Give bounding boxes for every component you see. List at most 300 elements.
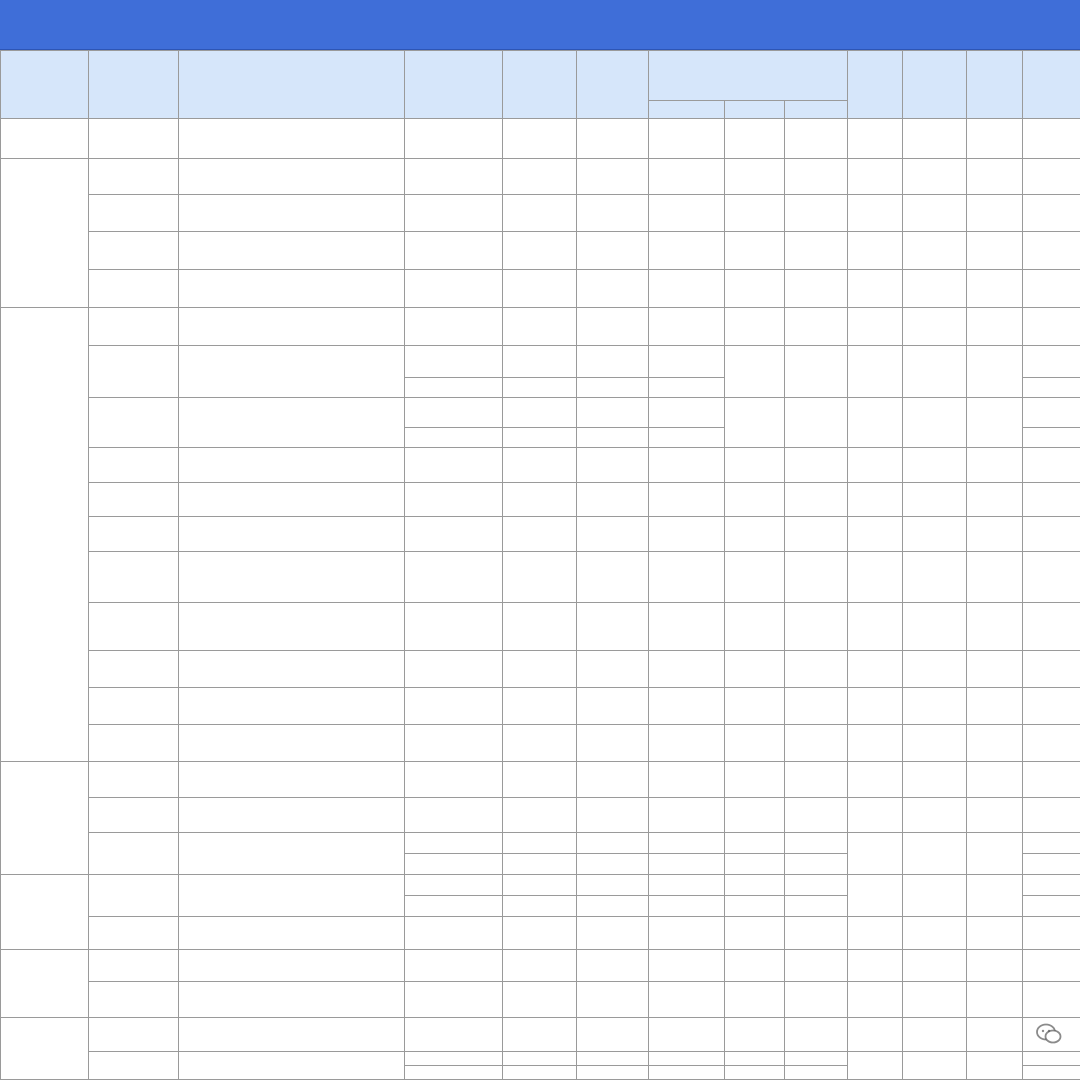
cell-term	[1023, 833, 1080, 854]
cell-green	[785, 651, 848, 688]
cell-deposit	[903, 483, 967, 517]
cell-area-mu	[577, 195, 649, 232]
cell-density	[725, 1052, 785, 1066]
cell-far	[649, 1052, 725, 1066]
cell-density	[725, 119, 785, 159]
table-row	[1, 119, 1080, 159]
cell-code	[89, 688, 179, 725]
cell-start-price	[848, 603, 903, 651]
cell-location	[179, 688, 405, 725]
cell-term	[1023, 688, 1080, 725]
cell-term	[1023, 232, 1080, 270]
cell-location	[179, 982, 405, 1018]
cell-term	[1023, 1052, 1080, 1066]
cell-deposit	[903, 1018, 967, 1052]
cell-deposit	[903, 982, 967, 1018]
table-row	[1, 346, 1080, 378]
cell-green	[785, 159, 848, 195]
cell-area-mu	[577, 603, 649, 651]
header-location	[179, 51, 405, 119]
cell-area-mu	[577, 833, 649, 854]
cell-usage	[405, 725, 503, 762]
cell-term	[1023, 982, 1080, 1018]
cell-density	[725, 688, 785, 725]
cell-term	[1023, 195, 1080, 232]
cell-area-mu	[577, 552, 649, 603]
cell-code	[89, 346, 179, 398]
cell-area-m2	[503, 833, 577, 854]
cell-far	[649, 854, 725, 875]
cell-density	[725, 483, 785, 517]
header-deposit	[903, 51, 967, 119]
cell-green	[785, 1066, 848, 1080]
cell-usage	[405, 875, 503, 896]
cell-start-price	[848, 119, 903, 159]
cell-code	[89, 398, 179, 448]
cell-date	[1, 159, 89, 308]
cell-far	[649, 875, 725, 896]
cell-date	[1, 308, 89, 762]
cell-area-m2	[503, 428, 577, 448]
cell-deposit	[903, 762, 967, 798]
cell-start-price	[848, 950, 903, 982]
cell-increment	[967, 651, 1023, 688]
table-row	[1, 798, 1080, 833]
cell-density	[725, 517, 785, 552]
cell-usage	[405, 798, 503, 833]
cell-green	[785, 1052, 848, 1066]
cell-start-price	[848, 1018, 903, 1052]
cell-far	[649, 346, 725, 378]
cell-start-price	[848, 688, 903, 725]
cell-increment	[967, 950, 1023, 982]
cell-usage	[405, 833, 503, 854]
cell-green	[785, 270, 848, 308]
cell-usage	[405, 378, 503, 398]
cell-density	[725, 398, 785, 448]
cell-start-price	[848, 448, 903, 483]
header-row	[1, 51, 1080, 101]
cell-area-m2	[503, 398, 577, 428]
cell-deposit	[903, 1052, 967, 1080]
cell-area-m2	[503, 270, 577, 308]
cell-start-price	[848, 195, 903, 232]
table-row	[1, 762, 1080, 798]
cell-increment	[967, 270, 1023, 308]
cell-increment	[967, 552, 1023, 603]
table-body	[1, 119, 1080, 1080]
cell-area-m2	[503, 119, 577, 159]
cell-density	[725, 232, 785, 270]
cell-area-m2	[503, 483, 577, 517]
cell-area-m2	[503, 1066, 577, 1080]
cell-usage	[405, 308, 503, 346]
cell-deposit	[903, 917, 967, 950]
cell-green	[785, 603, 848, 651]
cell-location	[179, 346, 405, 398]
cell-location	[179, 875, 405, 917]
cell-term	[1023, 270, 1080, 308]
cell-green	[785, 346, 848, 398]
cell-location	[179, 798, 405, 833]
cell-code	[89, 159, 179, 195]
cell-term	[1023, 119, 1080, 159]
cell-usage	[405, 854, 503, 875]
cell-location	[179, 270, 405, 308]
cell-usage	[405, 762, 503, 798]
cell-increment	[967, 982, 1023, 1018]
cell-area-mu	[577, 1052, 649, 1066]
header-area-mu	[577, 51, 649, 119]
cell-start-price	[848, 875, 903, 917]
cell-green	[785, 448, 848, 483]
cell-term	[1023, 1018, 1080, 1052]
cell-start-price	[848, 1052, 903, 1080]
cell-far	[649, 896, 725, 917]
cell-far	[649, 603, 725, 651]
cell-far	[649, 917, 725, 950]
cell-deposit	[903, 270, 967, 308]
cell-far	[649, 378, 725, 398]
cell-far	[649, 517, 725, 552]
cell-green	[785, 119, 848, 159]
cell-start-price	[848, 308, 903, 346]
cell-term	[1023, 398, 1080, 428]
cell-far	[649, 762, 725, 798]
cell-date	[1, 119, 89, 159]
cell-start-price	[848, 517, 903, 552]
cell-area-m2	[503, 950, 577, 982]
cell-term	[1023, 798, 1080, 833]
cell-green	[785, 308, 848, 346]
table-row	[1, 270, 1080, 308]
cell-far	[649, 982, 725, 1018]
header-increment	[967, 51, 1023, 119]
cell-location	[179, 398, 405, 448]
cell-area-mu	[577, 651, 649, 688]
table-row	[1, 603, 1080, 651]
page-title	[0, 0, 1080, 50]
cell-area-m2	[503, 552, 577, 603]
cell-area-m2	[503, 448, 577, 483]
cell-far	[649, 119, 725, 159]
cell-code	[89, 1052, 179, 1080]
cell-area-m2	[503, 896, 577, 917]
cell-far	[649, 448, 725, 483]
cell-location	[179, 448, 405, 483]
cell-term	[1023, 854, 1080, 875]
cell-density	[725, 982, 785, 1018]
cell-increment	[967, 833, 1023, 875]
cell-code	[89, 762, 179, 798]
cell-area-mu	[577, 917, 649, 950]
cell-date	[1, 1018, 89, 1080]
cell-code	[89, 232, 179, 270]
cell-code	[89, 651, 179, 688]
cell-green	[785, 950, 848, 982]
cell-green	[785, 1018, 848, 1052]
cell-term	[1023, 428, 1080, 448]
cell-deposit	[903, 798, 967, 833]
cell-density	[725, 896, 785, 917]
header-term	[1023, 51, 1080, 119]
header-density	[725, 101, 785, 119]
cell-area-m2	[503, 651, 577, 688]
cell-area-m2	[503, 725, 577, 762]
cell-location	[179, 232, 405, 270]
cell-area-m2	[503, 517, 577, 552]
cell-green	[785, 917, 848, 950]
cell-green	[785, 232, 848, 270]
cell-area-m2	[503, 982, 577, 1018]
cell-location	[179, 483, 405, 517]
cell-increment	[967, 398, 1023, 448]
cell-green	[785, 195, 848, 232]
cell-deposit	[903, 232, 967, 270]
cell-term	[1023, 896, 1080, 917]
cell-area-mu	[577, 950, 649, 982]
cell-usage	[405, 1066, 503, 1080]
cell-location	[179, 552, 405, 603]
cell-deposit	[903, 398, 967, 448]
cell-usage	[405, 195, 503, 232]
table-row	[1, 552, 1080, 603]
cell-start-price	[848, 651, 903, 688]
cell-term	[1023, 346, 1080, 378]
cell-location	[179, 308, 405, 346]
table-row	[1, 232, 1080, 270]
cell-density	[725, 159, 785, 195]
cell-far	[649, 651, 725, 688]
cell-start-price	[848, 232, 903, 270]
cell-increment	[967, 308, 1023, 346]
cell-area-m2	[503, 798, 577, 833]
cell-area-m2	[503, 1018, 577, 1052]
cell-location	[179, 950, 405, 982]
cell-green	[785, 833, 848, 854]
cell-area-mu	[577, 346, 649, 378]
cell-area-m2	[503, 603, 577, 651]
cell-density	[725, 651, 785, 688]
cell-location	[179, 725, 405, 762]
cell-usage	[405, 552, 503, 603]
cell-start-price	[848, 917, 903, 950]
cell-area-mu	[577, 308, 649, 346]
cell-code	[89, 603, 179, 651]
cell-usage	[405, 651, 503, 688]
cell-density	[725, 917, 785, 950]
cell-start-price	[848, 270, 903, 308]
cell-usage	[405, 688, 503, 725]
cell-far	[649, 1018, 725, 1052]
table-row	[1, 398, 1080, 428]
cell-term	[1023, 308, 1080, 346]
cell-density	[725, 346, 785, 398]
cell-increment	[967, 448, 1023, 483]
cell-area-m2	[503, 854, 577, 875]
cell-area-mu	[577, 428, 649, 448]
cell-density	[725, 270, 785, 308]
cell-far	[649, 688, 725, 725]
cell-start-price	[848, 346, 903, 398]
cell-increment	[967, 159, 1023, 195]
cell-area-mu	[577, 725, 649, 762]
cell-code	[89, 833, 179, 875]
table-row	[1, 1052, 1080, 1066]
cell-deposit	[903, 725, 967, 762]
cell-start-price	[848, 552, 903, 603]
cell-far	[649, 950, 725, 982]
cell-density	[725, 854, 785, 875]
cell-area-mu	[577, 517, 649, 552]
cell-code	[89, 917, 179, 950]
cell-density	[725, 798, 785, 833]
cell-green	[785, 875, 848, 896]
cell-area-mu	[577, 448, 649, 483]
cell-far	[649, 232, 725, 270]
cell-increment	[967, 1052, 1023, 1080]
cell-usage	[405, 159, 503, 195]
cell-term	[1023, 762, 1080, 798]
table-row	[1, 448, 1080, 483]
cell-location	[179, 1018, 405, 1052]
cell-term	[1023, 448, 1080, 483]
cell-area-mu	[577, 875, 649, 896]
cell-area-m2	[503, 232, 577, 270]
header-usage	[405, 51, 503, 119]
table-row	[1, 517, 1080, 552]
cell-usage	[405, 950, 503, 982]
header-far	[649, 101, 725, 119]
cell-deposit	[903, 308, 967, 346]
cell-start-price	[848, 762, 903, 798]
cell-area-mu	[577, 688, 649, 725]
cell-far	[649, 159, 725, 195]
cell-area-mu	[577, 398, 649, 428]
cell-usage	[405, 232, 503, 270]
cell-increment	[967, 917, 1023, 950]
cell-location	[179, 119, 405, 159]
cell-area-mu	[577, 232, 649, 270]
cell-location	[179, 917, 405, 950]
cell-area-m2	[503, 195, 577, 232]
cell-deposit	[903, 195, 967, 232]
cell-area-mu	[577, 483, 649, 517]
table-row	[1, 308, 1080, 346]
cell-far	[649, 195, 725, 232]
cell-far	[649, 552, 725, 603]
cell-area-m2	[503, 1052, 577, 1066]
table-row	[1, 1018, 1080, 1052]
cell-green	[785, 517, 848, 552]
table-row	[1, 159, 1080, 195]
cell-term	[1023, 875, 1080, 896]
cell-deposit	[903, 603, 967, 651]
cell-deposit	[903, 688, 967, 725]
cell-density	[725, 950, 785, 982]
cell-green	[785, 483, 848, 517]
cell-term	[1023, 603, 1080, 651]
cell-start-price	[848, 833, 903, 875]
table-row	[1, 688, 1080, 725]
cell-code	[89, 725, 179, 762]
cell-far	[649, 1066, 725, 1080]
cell-deposit	[903, 448, 967, 483]
cell-usage	[405, 517, 503, 552]
cell-usage	[405, 398, 503, 428]
cell-term	[1023, 725, 1080, 762]
cell-area-mu	[577, 159, 649, 195]
cell-area-mu	[577, 378, 649, 398]
table-row	[1, 651, 1080, 688]
cell-increment	[967, 119, 1023, 159]
cell-increment	[967, 688, 1023, 725]
table-row	[1, 917, 1080, 950]
cell-usage	[405, 1052, 503, 1066]
cell-deposit	[903, 159, 967, 195]
header-code	[89, 51, 179, 119]
cell-term	[1023, 917, 1080, 950]
cell-density	[725, 1018, 785, 1052]
cell-code	[89, 798, 179, 833]
cell-increment	[967, 517, 1023, 552]
header-green	[785, 101, 848, 119]
cell-term	[1023, 517, 1080, 552]
cell-green	[785, 725, 848, 762]
cell-term	[1023, 651, 1080, 688]
cell-increment	[967, 798, 1023, 833]
cell-start-price	[848, 159, 903, 195]
cell-term	[1023, 159, 1080, 195]
cell-code	[89, 517, 179, 552]
cell-deposit	[903, 119, 967, 159]
cell-density	[725, 603, 785, 651]
cell-area-mu	[577, 896, 649, 917]
cell-density	[725, 308, 785, 346]
cell-green	[785, 854, 848, 875]
cell-code	[89, 950, 179, 982]
land-table	[0, 50, 1080, 1080]
cell-green	[785, 982, 848, 1018]
cell-code	[89, 483, 179, 517]
cell-code	[89, 1018, 179, 1052]
cell-density	[725, 833, 785, 854]
cell-term	[1023, 1066, 1080, 1080]
cell-increment	[967, 483, 1023, 517]
cell-area-m2	[503, 762, 577, 798]
cell-usage	[405, 603, 503, 651]
cell-usage	[405, 896, 503, 917]
cell-deposit	[903, 950, 967, 982]
cell-far	[649, 798, 725, 833]
table-row	[1, 950, 1080, 982]
cell-term	[1023, 378, 1080, 398]
cell-density	[725, 195, 785, 232]
header-start-price	[848, 51, 903, 119]
cell-increment	[967, 195, 1023, 232]
cell-location	[179, 651, 405, 688]
cell-area-m2	[503, 875, 577, 896]
cell-area-mu	[577, 854, 649, 875]
cell-deposit	[903, 651, 967, 688]
cell-area-m2	[503, 159, 577, 195]
header-planning	[649, 51, 848, 101]
cell-deposit	[903, 552, 967, 603]
cell-deposit	[903, 833, 967, 875]
cell-area-mu	[577, 798, 649, 833]
cell-far	[649, 270, 725, 308]
header-area-m2	[503, 51, 577, 119]
